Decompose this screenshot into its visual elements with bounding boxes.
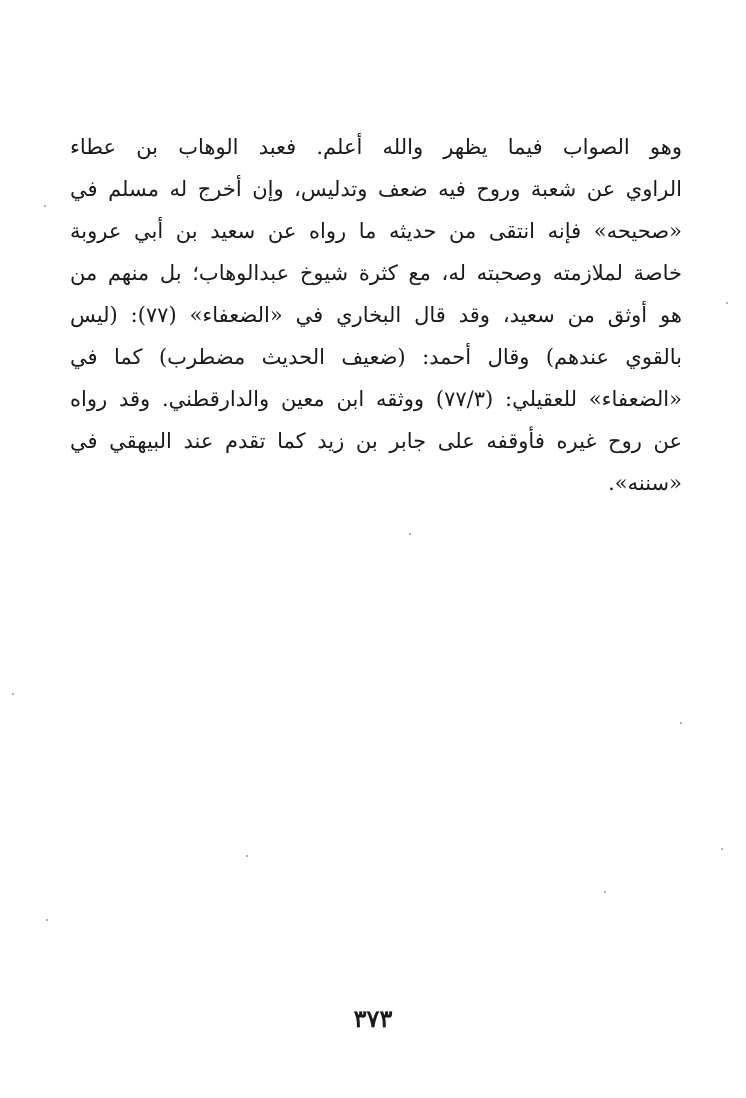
scan-speck [246, 855, 248, 857]
text-line-4: خاصة لملازمته وصحبته له، مع كثرة شيوخ عبدالوهاب؛ بل منهم من [70, 261, 682, 285]
text-line-6: بالقوي عندهم) وقال أحمد: (ضعيف الحديث مضطرب) كما في [70, 345, 682, 369]
text-line-1: وهو الصواب فيما يظهر والله أعلم. فعبد الوهاب بن عطاء [70, 135, 682, 159]
scan-speck [604, 891, 606, 893]
scan-speck [44, 205, 46, 207]
scan-speck [680, 722, 682, 724]
scan-speck [12, 693, 14, 695]
text-line-7: «الضعفاء» للعقيلي: (٧٧/٣) ووثقه ابن معين والدارقطني. وقد رواه [70, 387, 682, 411]
scan-speck [409, 533, 411, 535]
scan-speck [726, 302, 728, 304]
text-line-9: «سننه». [608, 471, 682, 495]
text-line-5: هو أوثق من سعيد، وقد قال البخاري في «الضعفاء» (٧٧): (ليس [70, 303, 682, 327]
page-number: ٣٧٣ [353, 1004, 393, 1033]
body-paragraph [70, 126, 682, 504]
text-line-2: الراوي عن شعبة وروح فيه ضعف وتدليس، وإن أخرج له مسلم في [70, 177, 682, 201]
scan-speck [721, 848, 723, 850]
text-line-3: «صحيحه» فإنه انتقى من حديثه ما رواه عن سعيد بن أبي عروبة [70, 219, 682, 243]
scan-speck [46, 919, 48, 921]
text-line-8: عن روح غيره فأوقفه على جابر بن زيد كما تقدم عند البيهقي في [70, 429, 682, 453]
